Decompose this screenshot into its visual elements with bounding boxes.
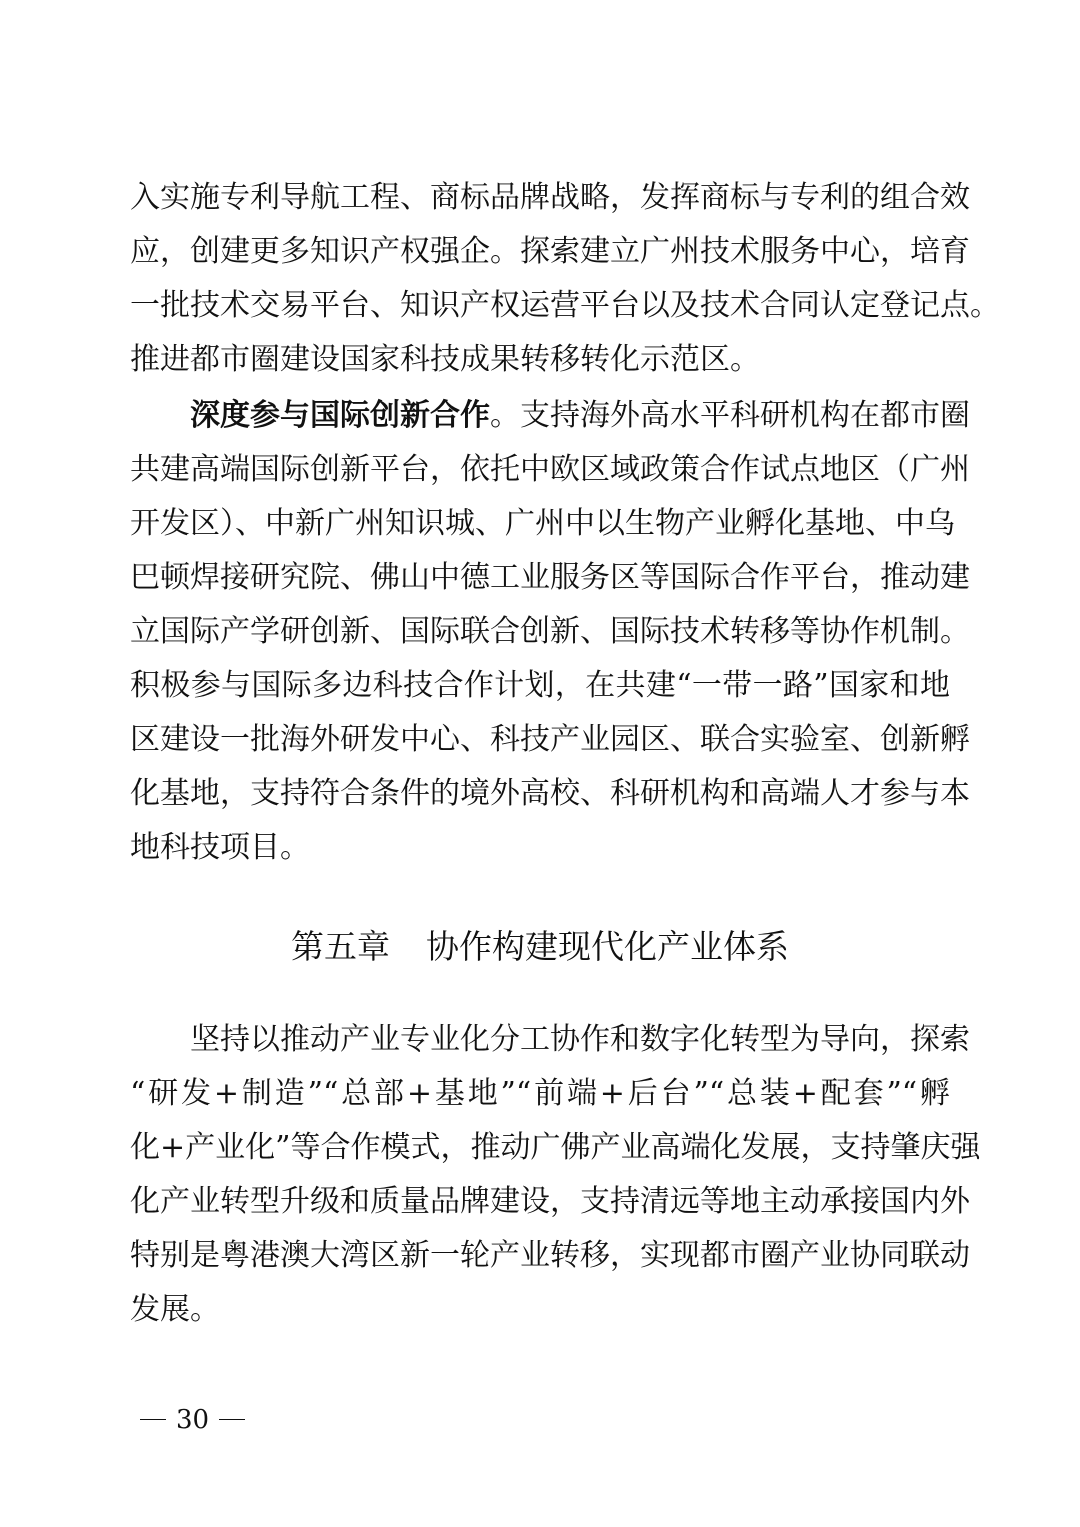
paragraph-2-line-1 — [190, 394, 970, 438]
paragraph-1-line-3: 一批技术交易平台、知识产权运营平台以及技术合同认定登记点。 — [130, 288, 1000, 323]
paragraph-2-line-8: 化基地，支持符合条件的境外高校、科研机构和高端人才参与本 — [130, 776, 970, 811]
paragraph-1-line-2: 应，创建更多知识产权强企。探索建立广州技术服务中心，培育 — [130, 234, 970, 269]
chapter-title: 协作构建现代化产业体系 — [426, 927, 789, 966]
paragraph-3-line-2: “研发+制造”“总部+基地”“前端+后台”“总装+配套”“孵 — [130, 1076, 950, 1111]
footer-left-dash — [140, 1419, 166, 1420]
chapter-heading — [0, 922, 1080, 972]
chapter-number: 第五章 — [291, 927, 390, 966]
paragraph-3-line-6: 发展。 — [130, 1292, 220, 1327]
paragraph-2-first-line-rest: 。支持海外高水平科研机构在都市圈 — [490, 398, 970, 433]
paragraph-3-line-4: 化产业转型升级和质量品牌建设，支持清远等地主动承接国内外 — [130, 1184, 970, 1219]
paragraph-2-line-9: 地科技项目。 — [130, 830, 310, 865]
paragraph-1-line-1: 入实施专利导航工程、商标品牌战略，发挥商标与专利的组合效 — [130, 180, 970, 215]
paragraph-2-line-5: 立国际产学研创新、国际联合创新、国际技术转移等协作机制。 — [130, 614, 970, 649]
page-number: 30 — [176, 1405, 210, 1435]
paragraph-2-line-4: 巴顿焊接研究院、佛山中德工业服务区等国际合作平台，推动建 — [130, 560, 970, 595]
paragraph-3-line-3: 化+产业化”等合作模式，推动广佛产业高端化发展，支持肇庆强 — [130, 1130, 981, 1165]
paragraph-2-bold-lead: 深度参与国际创新合作 — [190, 398, 490, 433]
paragraph-2-line-3: 开发区）、中新广州知识城、广州中以生物产业孵化基地、中乌 — [130, 506, 955, 541]
footer-right-dash — [219, 1419, 245, 1420]
paragraph-3-line-1: 坚持以推动产业专业化分工协作和数字化转型为导向，探索 — [190, 1022, 970, 1057]
paragraph-3-line-5: 特别是粤港澳大湾区新一轮产业转移，实现都市圈产业协同联动 — [130, 1238, 970, 1273]
page-footer — [130, 1402, 255, 1438]
paragraph-2-line-6: 积极参与国际多边科技合作计划，在共建“一带一路”国家和地 — [130, 668, 950, 703]
paragraph-2-line-7: 区建设一批海外研发中心、科技产业园区、联合实验室、创新孵 — [130, 722, 970, 757]
paragraph-2-line-2: 共建高端国际创新平台，依托中欧区域政策合作试点地区（广州 — [130, 452, 970, 487]
paragraph-1-line-4: 推进都市圈建设国家科技成果转移转化示范区。 — [130, 342, 760, 377]
